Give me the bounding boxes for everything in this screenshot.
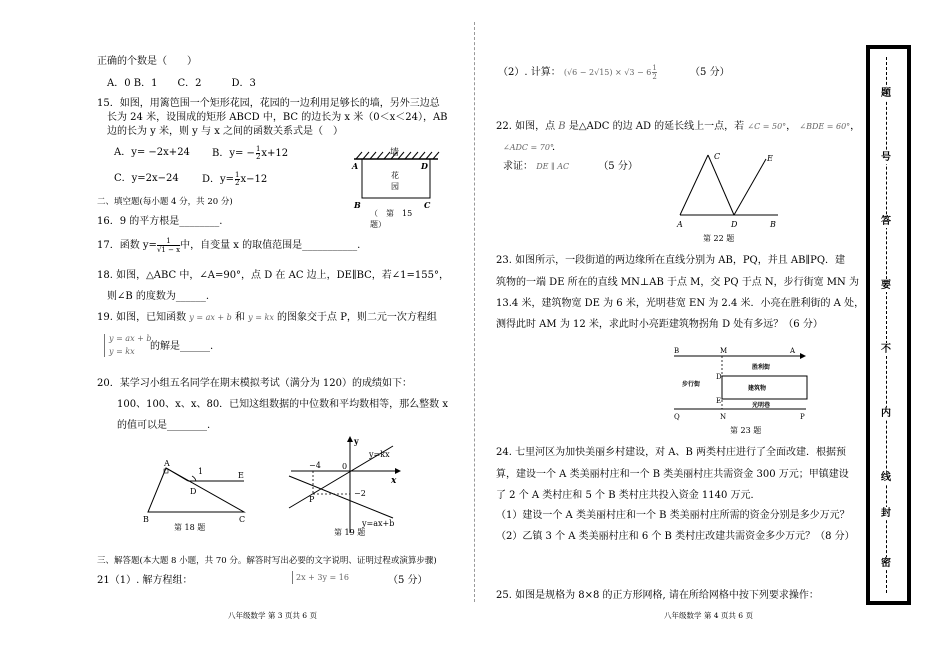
q22-condition-3: ∠ADC = 70° xyxy=(503,143,554,152)
q20-line3: 的值可以是________. xyxy=(117,420,211,431)
fig15-label-b: B xyxy=(354,200,361,210)
q21-1: 21（1）. 解方程组： xyxy=(97,575,193,586)
binding-strip xyxy=(866,45,911,605)
fig23-label-e: E xyxy=(716,397,722,405)
footer-left: 八年级数学 第 3 页共 6 页 xyxy=(228,611,317,620)
fig23-label-d: D xyxy=(716,373,722,381)
fig23-label-b: B xyxy=(674,347,680,355)
fig19-kx: y=kx xyxy=(369,450,390,459)
strip-char: 题 xyxy=(881,88,891,99)
fig23-label-m: M xyxy=(720,347,728,355)
fig23-label-q: Q xyxy=(674,413,680,421)
strip-char: 答 xyxy=(881,216,891,227)
q15-option-c: C．y=2x−24 xyxy=(114,173,179,184)
q21-1-score: （5 分） xyxy=(388,575,428,586)
figure-19 xyxy=(283,438,398,538)
q24-line2: 算，建设一个 A 类美丽村庄和一个 B 类美丽村庄共需资金 300 万元；甲镇建设 xyxy=(496,469,849,480)
fig18-label-b: B xyxy=(143,515,149,524)
fig23-walk: 步行街 xyxy=(682,381,701,388)
fig15-label-c: C xyxy=(424,200,431,210)
q23-line1: 23. 如图所示，一段街道的两边缘所在直线分别为 AB，PQ，并且 AB∥PQ．建 xyxy=(496,255,846,266)
fig19-neg4: −4 xyxy=(309,461,321,470)
q14-options: A．0 B．1 C．2 D．3 xyxy=(107,78,256,89)
fig23-street: 胜利街 xyxy=(752,364,771,371)
q15-option-d: D．$y=\frac{1}{2}x-12$ xyxy=(202,171,268,187)
fig15-garden-1: 花 xyxy=(391,171,399,180)
fig15-caption-1: （ 第 15 xyxy=(370,209,413,218)
q20-line1: 20．某学习小组五名同学在期末模拟考试（满分为 120）的成绩如下： xyxy=(97,378,412,389)
q15-option-b: B．$y= -\frac{1}{2}x+12$ xyxy=(212,145,289,161)
fig15-wall: 墙 xyxy=(390,148,400,158)
fig22-label-b: B xyxy=(770,220,776,229)
q15-line2: 长为 24 米，设围成的矩形 ABCD 中，BC 的边长为 x 米（0＜x＜24），AB xyxy=(107,112,448,123)
q18-line1: 18. 如图，△ABC 中，∠A=90°，点 D 在 AC 边上，DE∥BC，若∠1=155°， xyxy=(97,270,449,281)
fig15-caption-2: 题） xyxy=(370,220,386,229)
fig19-origin: 0 xyxy=(342,462,348,471)
fig22-label-d: D xyxy=(731,220,738,229)
q24-line5: （2）乙镇 3 个 A 类美丽村庄和 6 个 B 类村庄改建共需资金多少万元？（8 分） xyxy=(496,531,855,542)
q16: 16．9 的平方根是________. xyxy=(97,216,223,227)
fig15-garden-2: 园 xyxy=(391,182,399,191)
fig19-axis-y: y xyxy=(354,436,359,446)
q21-1-system: 2x + 3y = 16 xyxy=(292,571,349,584)
q23-line4: 测得此时 AM 为 12 米，求此时小亮距建筑物拐角 D 处有多远？（6 分） xyxy=(496,319,823,330)
fig23-lane: 光明巷 xyxy=(752,402,771,409)
q15-line1: 15．如图，用篱笆围一个矩形花园，花园的一边利用足够长的墙，另外三边总 xyxy=(97,98,440,109)
fig22-label-a: A xyxy=(677,220,683,229)
fig23-caption: 第 23 题 xyxy=(730,426,762,435)
q18-line2: 则∠B 的度数为______. xyxy=(107,291,210,302)
fig23-label-n: N xyxy=(720,413,727,421)
fig18-caption: 第 18 题 xyxy=(174,523,206,532)
fig19-label-p: P xyxy=(309,495,315,504)
q24-line1: 24. 七里河区为加快美丽乡村建设，对 A、B 两类村庄进行了全面改建．根据预 xyxy=(496,447,847,458)
fig19-caption: 第 19 题 xyxy=(334,528,366,537)
q19-system: y = ax + b y = kx xyxy=(104,334,152,357)
fig23-label-p: P xyxy=(800,413,805,421)
fig19-axis-x: x xyxy=(391,476,397,486)
strip-char: 线 xyxy=(881,472,891,483)
fig18-label-e: E xyxy=(238,471,244,480)
fig15-label-d: D xyxy=(421,161,428,171)
q22-comma: ． xyxy=(552,142,562,153)
strip-char: 要 xyxy=(881,280,891,291)
fig18-label-1: 1 xyxy=(198,467,204,476)
q25: 25. 如图是规格为 8×8 的正方形网格, 请在所给网格中按下列要求操作： xyxy=(496,590,819,601)
q14-tail: 正确的个数是（ ） xyxy=(97,56,197,67)
strip-char: 不 xyxy=(881,344,891,355)
q20-line2: 100、100、x、x、80．已知这组数据的中位数和平均数相等，那么整数 x xyxy=(117,399,448,410)
q15-line3: 边的长为 y 米，则 y 与 x 之间的函数关系式是（ ） xyxy=(107,126,344,137)
strip-char: 号 xyxy=(881,152,891,163)
fig22-label-e: E xyxy=(767,154,773,163)
fig18-label-a: A xyxy=(164,459,170,468)
fig23-label-a: A xyxy=(790,347,796,355)
fig22-label-c: C xyxy=(714,152,721,161)
section-3-title: 三、解答题(本大题 8 小题，共 70 分。解答时写出必要的文字说明、证明过程或演算步骤) xyxy=(97,556,437,566)
q22-prove: 求证： DE ∥ AC （5 分） xyxy=(503,161,638,172)
column-divider xyxy=(474,22,475,602)
fig18-label-d: D xyxy=(190,487,197,496)
strip-char: 封 xyxy=(881,508,891,519)
figure-15 xyxy=(348,146,443,231)
q15-option-a: A．y= −2x+24 xyxy=(114,147,190,158)
fig22-caption: 第 22 题 xyxy=(703,234,735,243)
q17: 17．函数 $y=\frac{1}{√1 - x}$中，自变量 x 的取值范围是___________. xyxy=(97,237,361,254)
fig18-label-c: C xyxy=(239,515,246,524)
section-2-title: 二、填空题(每小题 4 分，共 20 分) xyxy=(97,197,233,207)
q24-line4: （1）建设一个 A 类美丽村庄和一个 B 类美丽村庄所需的资金分别是多少万元？ xyxy=(496,510,850,521)
fig15-label-a: A xyxy=(352,161,359,171)
fig23-building: 建筑物 xyxy=(748,385,767,392)
q19-line1: 19. 如图，已知函数 y = ax + b 和 y = kx 的图象交于点 P，则二元一次方程组 xyxy=(97,312,437,323)
q23-line3: 13.4 米，建筑物宽 DE 为 6 米，光明巷宽 EN 为 2.4 米．小亮在胜利街的 A 处， xyxy=(496,298,865,309)
q19-tail: 的解是______. xyxy=(150,341,214,352)
strip-char: 内 xyxy=(881,408,891,419)
figure-22 xyxy=(670,145,785,243)
fig19-neg2: −2 xyxy=(354,489,366,498)
fig19-axb: y=ax+b xyxy=(362,519,395,528)
q23-line2: 筑物的一端 DE 所在的直线 MN⊥AB 于点 M，交 PQ 于点 N，步行街宽 MN 为 xyxy=(496,277,859,288)
footer-right: 八年级数学 第 4 页共 6 页 xyxy=(664,611,753,620)
strip-char: 密 xyxy=(881,558,891,569)
figure-18 xyxy=(140,456,255,536)
q21-2: （2）. 计算： $(√6 - 2√15) \times √3 - 6\frac{1}{2} (5$ 分） xyxy=(498,64,730,81)
q22-line1: 22. 如图，点 B 是△ADC 的边 AD 的延长线上一点，若 ∠C = 50°， ∠BDE = 60°， xyxy=(496,121,861,132)
q24-line3: 了 2 个 A 类村庄和 5 个 B 类村庄共投入资金 1140 万元． xyxy=(496,490,761,501)
figure-23 xyxy=(672,347,812,437)
